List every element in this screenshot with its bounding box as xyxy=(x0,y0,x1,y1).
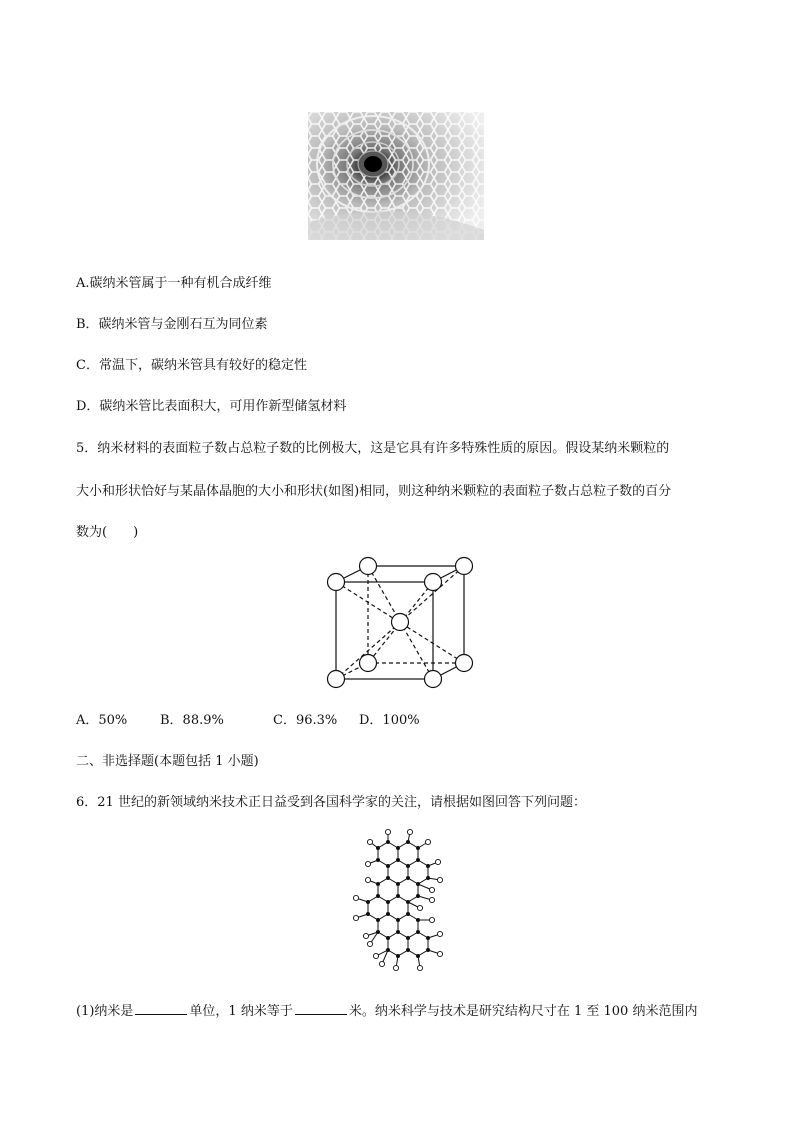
q5-line-3: 数为( ) xyxy=(76,525,139,540)
option-a: A.碳纳米管属于一种有机合成纤维 xyxy=(76,276,272,291)
q6-sub1-text-b: 单位，1 纳米等于 xyxy=(189,1004,293,1019)
q5-option-a: A．50% xyxy=(76,713,128,728)
answer-blank-2[interactable] xyxy=(295,1002,347,1015)
q6-stem: 6．21 世纪的新领域纳米技术正日益受到各国科学家的关注，请根据如图回答下列问题： xyxy=(76,795,586,810)
q6-subquestion-1 xyxy=(76,1002,697,1021)
q5-option-b: B．88.9% xyxy=(160,713,224,728)
carbon-nanotube-image xyxy=(308,112,484,240)
option-c: C．常温下，碳纳米管具有较好的稳定性 xyxy=(76,358,307,373)
option-d: D．碳纳米管比表面积大，可用作新型储氢材料 xyxy=(76,399,347,414)
q5-options xyxy=(76,712,420,730)
molecule-diagram xyxy=(348,828,448,978)
option-b: B．碳纳米管与金刚石互为同位素 xyxy=(76,317,268,332)
section-heading: 二、非选择题(本题包括 1 小题) xyxy=(76,754,259,769)
q5-option-c: C．96.3% xyxy=(273,713,338,728)
answer-blank-1[interactable] xyxy=(135,1002,187,1015)
q6-sub1-text-a: (1)纳米是 xyxy=(76,1004,134,1019)
q5-option-d: D．100% xyxy=(359,713,420,728)
unit-cell-diagram xyxy=(318,552,478,692)
q5-line-2: 大小和形状恰好与某晶体晶胞的大小和形状(如图)相同，则这种纳米颗粒的表面粒子数占总粒子数的百分 xyxy=(76,484,672,499)
q6-sub1-text-c: 米。纳米科学与技术是研究结构尺寸在 1 至 100 纳米范围内 xyxy=(348,1004,698,1019)
q5-line-1: 5．纳米材料的表面粒子数占总粒子数的比例极大，这是它具有许多特殊性质的原因。假设某纳米颗粒的 xyxy=(76,441,670,456)
